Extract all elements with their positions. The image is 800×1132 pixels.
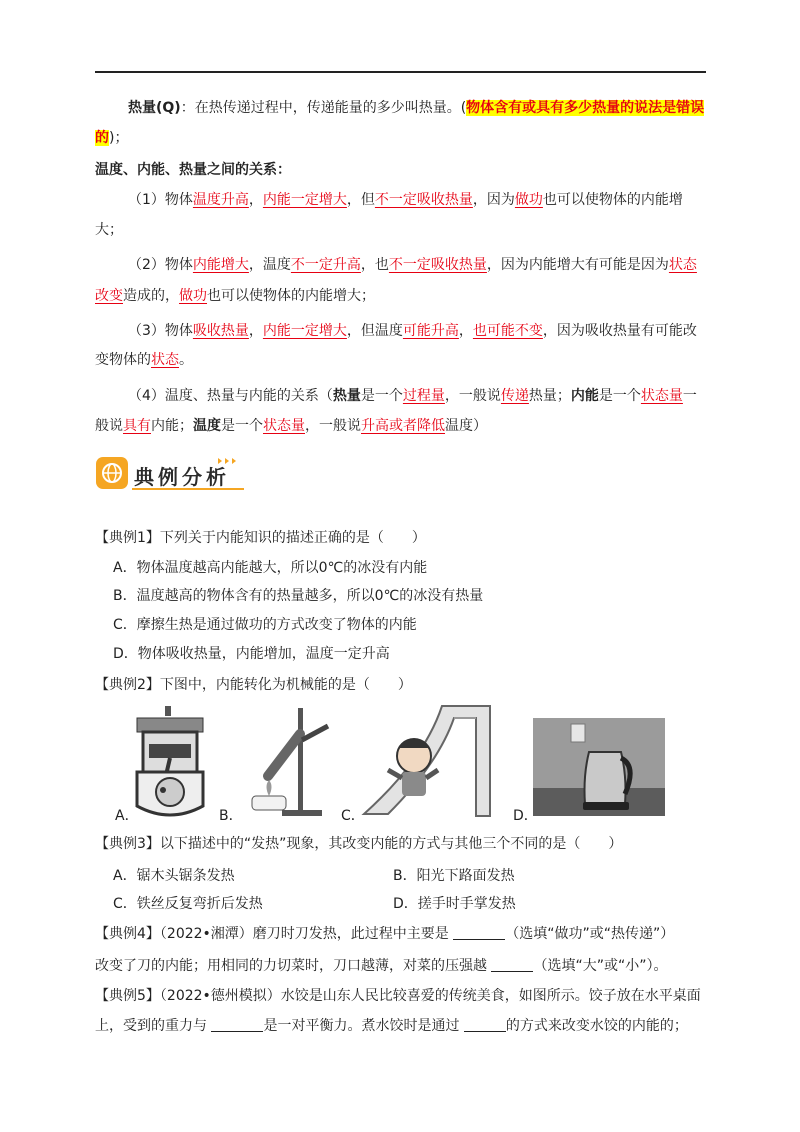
relation-2-cont: 改变造成的，做功也可以使物体的内能增大；	[95, 288, 375, 304]
header-rule	[95, 71, 706, 73]
relation-1-cont: 大；	[95, 222, 123, 238]
answer-blank[interactable]	[211, 1017, 263, 1032]
ex1-option-d: D．物体吸收热量，内能增加，温度一定升高	[113, 646, 390, 662]
ex5-line2: 上，受到的重力与 是一对平衡力。煮水饺时是通过 的方式来改变水饺的内能的；	[95, 1018, 688, 1034]
ex2-label-d: D．	[513, 808, 538, 824]
ex1-option-b: B．温度越高的物体含有的热量越多，所以0℃的冰没有热量	[113, 588, 484, 604]
relation-1: （1）物体温度升高，内能一定增大，但不一定吸收热量，因为做功也可以使物体的内能增	[128, 192, 683, 208]
ex2-label-a: A．	[115, 808, 139, 824]
slide-figure	[358, 704, 494, 818]
relation-3: （3）物体吸收热量，内能一定增大，但温度可能升高，也可能不变，因为吸收热量有可能改	[128, 323, 697, 339]
relation-4-cont: 般说具有内能；温度是一个状态量，一般说升高或者降低温度）	[95, 418, 487, 434]
ex3-stem: 【典例3】以下描述中的“发热”现象，其改变内能的方式与其他三个不同的是（ ）	[95, 836, 623, 852]
engine-figure	[127, 706, 213, 818]
ex1-stem: 【典例1】下列关于内能知识的描述正确的是（ ）	[95, 530, 426, 546]
ex2-label-b: B．	[219, 808, 243, 824]
answer-blank[interactable]	[464, 1017, 506, 1032]
relation-4: （4）温度、热量与内能的关系（热量是一个过程量，一般说传递热量；内能是一个状态量一	[128, 388, 697, 404]
relation-title: 温度、内能、热量之间的关系：	[95, 162, 291, 178]
ex2-label-c: C．	[341, 808, 365, 824]
ex3-option-a: A．锯木头锯条发热	[113, 868, 235, 884]
ex4-line2: 改变了刀的内能；用相同的力切菜时，刀口越薄，对菜的压强越 （选填“大”或“小”）。	[95, 958, 668, 974]
answer-blank[interactable]	[491, 957, 533, 972]
ex3-option-c: C．铁丝反复弯折后发热	[113, 896, 263, 912]
ex1-option-a: A．物体温度越高内能越大，所以0℃的冰没有内能	[113, 560, 428, 576]
heat-definition: 热量(Q)：在热传递过程中，传递能量的多少叫热量。(物体含有或具有多少热量的说法是错误	[128, 100, 705, 116]
heat-definition-cont: 的)；	[95, 130, 129, 146]
relation-2: （2）物体内能增大，温度不一定升高，也不一定吸收热量，因为内能增大有可能是因为状态	[128, 257, 697, 273]
ex4-line1: 【典例4】（2022•湘潭）磨刀时刀发热，此过程中主要是 （选填“做功”或“热传递”）	[95, 926, 675, 942]
ex3-option-d: D．搓手时手掌发热	[393, 896, 516, 912]
ex1-option-c: C．摩擦生热是通过做功的方式改变了物体的内能	[113, 617, 417, 633]
ex2-stem: 【典例2】下图中，内能转化为机械能的是（ ）	[95, 677, 412, 693]
relation-3-cont: 变物体的状态。	[95, 352, 193, 368]
kettle-figure	[533, 718, 665, 816]
test-tube-figure	[232, 704, 338, 818]
ex3-option-b: B．阳光下路面发热	[393, 868, 515, 884]
section-badge	[96, 455, 246, 493]
answer-blank[interactable]	[453, 925, 505, 940]
section-badge-label: 典例分析	[134, 465, 230, 489]
ex5-line1: 【典例5】（2022•德州模拟）水饺是山东人民比较喜爱的传统美食，如图所示。饺子放在水平桌面	[95, 988, 701, 1004]
